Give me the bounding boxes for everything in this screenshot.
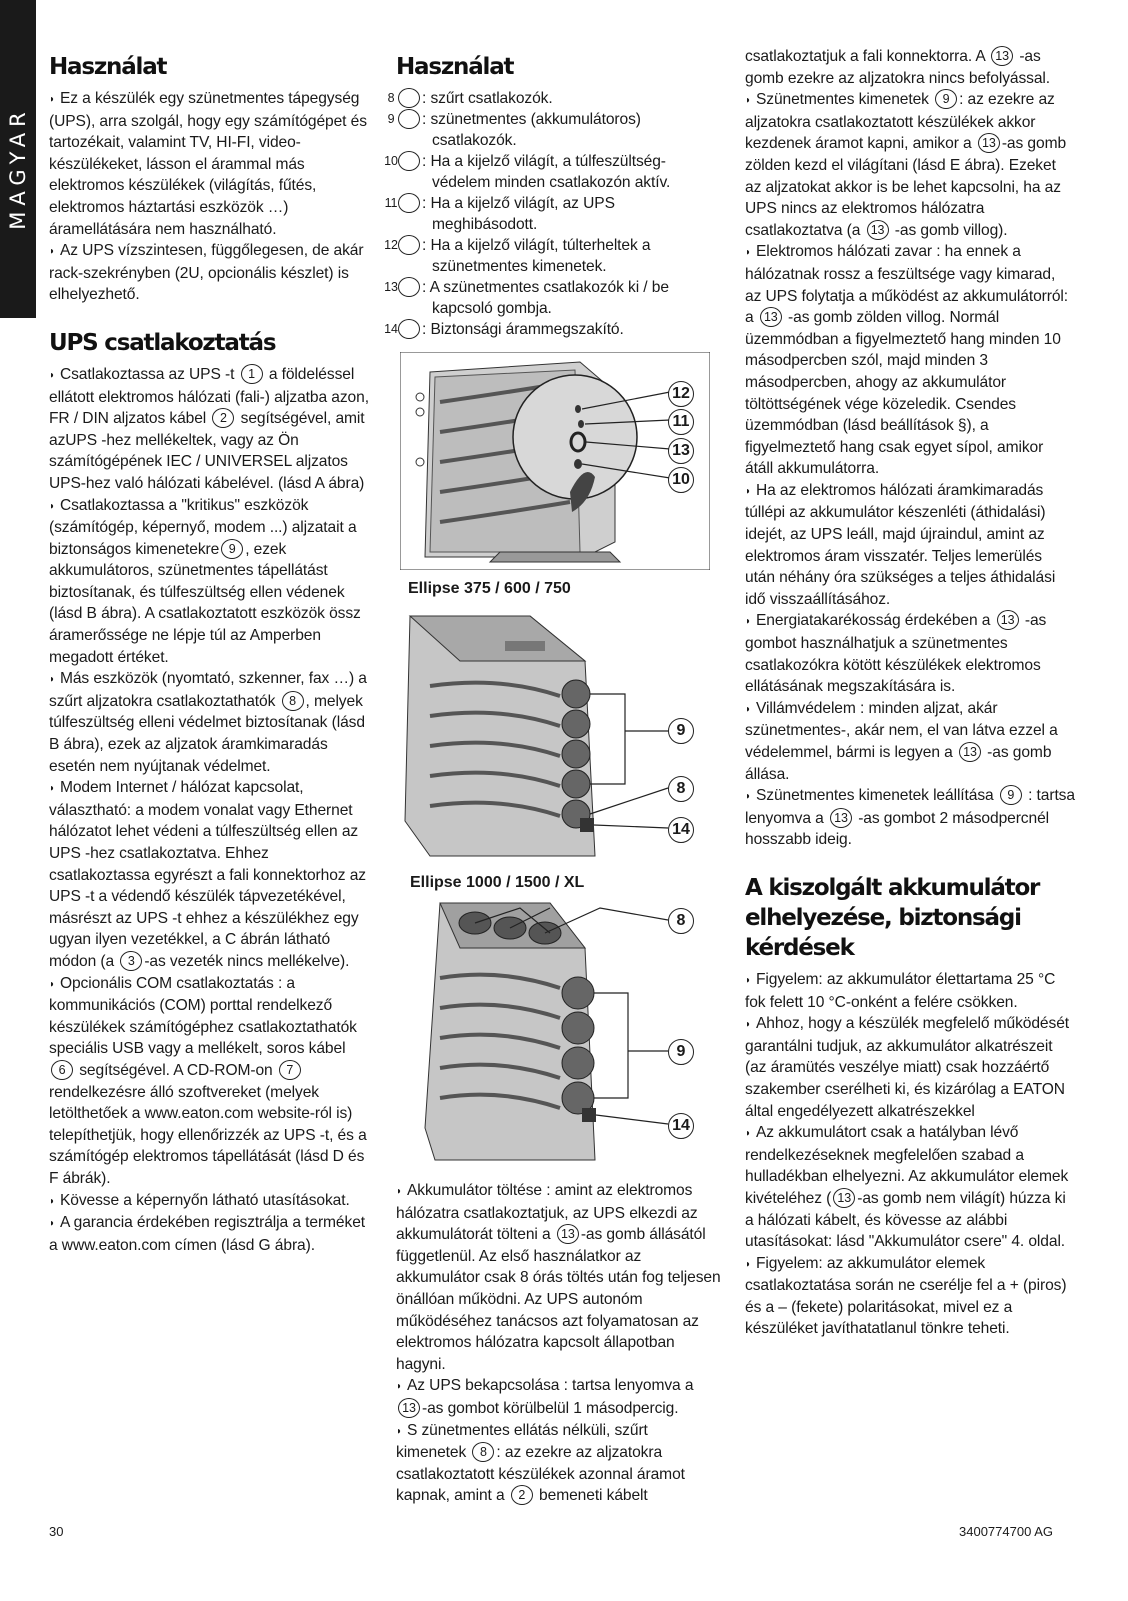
bullet-icon: ◗: [745, 1128, 751, 1140]
section-heading-usage: Használat: [49, 54, 167, 80]
paragraph: ◗ Elektromos hálózati zavar : ha ennek a hálózatnak rossz a feszültsége vagy kimarad, az UPS folytatja a működést az akkumulátorról: a 13 -as gomb zölden villog. Normál üzemmódban a figyelmeztető hang minden 10 másodpercben szól, majd minden 3 másodpercben, ahogy az akkumulátor töltöttségének vége közeledik. Csendes üzemmódban (lásd beállítások §), a figyelmeztető hang csak egyet sípol, amikor átáll akkumulátorra.: [745, 243, 1069, 478]
ref-number: 8: [282, 691, 304, 711]
document-code: 3400774700 AG: [959, 1524, 1053, 1539]
legend-number: 14: [398, 319, 420, 339]
bullet-icon: ◗: [49, 674, 55, 686]
paragraph: ◗ Figyelem: az akkumulátor elemek csatlakoztatása során ne cserélje fel a + (piros) és a – (fekete) polaritásokat, mivel ez a készüléket javíthatatlanul tönkre teheti.: [745, 1254, 1067, 1338]
legend-number: 12: [398, 235, 420, 255]
legend-number: 11: [398, 193, 420, 213]
callout-9: 9: [668, 718, 694, 744]
legend-text: : A szünetmentes csatlakozók ki / be kapcsoló gombja.: [422, 279, 669, 317]
page-number: 30: [49, 1524, 64, 1539]
ref-number: 3: [120, 951, 142, 971]
callout-10: 10: [668, 467, 694, 493]
column-2-bottom: [396, 1180, 721, 1507]
figure-label-ellipse-375: Ellipse 375 / 600 / 750: [408, 580, 571, 597]
bullet-icon: ◗: [49, 500, 55, 512]
bullet-icon: ◗: [745, 974, 751, 986]
legend-item: [387, 109, 721, 151]
ups-ellipse-375-figure: [400, 606, 710, 868]
bullet-icon: ◗: [745, 1258, 751, 1270]
ref-number: 7: [279, 1060, 301, 1080]
legend-item: [384, 193, 721, 235]
ref-number: 2: [511, 1485, 533, 1505]
legend-item: [387, 88, 721, 109]
bullet-icon: ◗: [396, 1381, 402, 1393]
paragraph: ◗ Energiatakarékosság érdekében a 13 -as gombot használhatjuk a szünetmentes csatlakozókra kötött készülékek elektromos ellátásának megszakítására is.: [745, 612, 1047, 696]
ref-number: 13: [557, 1224, 579, 1244]
bullet-icon: ◗: [396, 1425, 402, 1437]
paragraph: ◗ Ha az elektromos hálózati áramkimaradás túllépi az akkumulátor készenléti (áthidalási) idejét, az UPS leáll, majd újraindul, amint az elektromos áram visszatér. Teljes lemerülés után néhány óra szükséges a teljes áthidalási idő visszaállításához.: [745, 481, 1056, 608]
ref-number: 13: [959, 742, 981, 762]
bullet-icon: ◗: [49, 246, 55, 258]
column-3: [745, 46, 1075, 1340]
paragraph: ◗ Szünetmentes kimenetek leállítása 9 : tartsa lenyomva a 13 -as gombot 2 másodpercnél hosszabb ideig.: [745, 787, 1075, 849]
language-label: MAGYAR: [6, 106, 30, 230]
paragraph: ◗ Opcionális COM csatlakoztatás : a kommunikációs (COM) porttal rendelkező készülékek számítógéphez csatlakoztathatók speciális USB vagy a mellékelt, soros kábel 6 segítségével. A CD-ROM-on 7 rendelkezésre álló szoftvereket (melyek letölthetőek a www.eaton.com website-ról is) telepíthetjük, hogy ellenőrizzék az UPS -t, és a számítógép elektromos tápellátását (lásd D és F ábrák).: [49, 974, 367, 1187]
bullet-icon: ◗: [49, 1218, 55, 1230]
bullet-icon: ◗: [49, 94, 55, 105]
ref-number: 13: [991, 46, 1013, 66]
paragraph: ◗ Ahhoz, hogy a készülék megfelelő működését garantálni tudjuk, az akkumulátor alkatrészeit (az áramütés veszélye miatt) csak hozzáértő szakember cserélheti ki, és kizárólag a EATON által engedélyezett alkatrészekkel: [745, 1015, 1070, 1120]
bullet-icon: ◗: [745, 616, 751, 628]
legend-number: 10: [398, 151, 420, 171]
bullet-icon: ◗: [49, 1195, 55, 1207]
paragraph: ◗ Figyelem: az akkumulátor élettartama 25 °C fok felett 10 °C-onként a felére csökken.: [745, 970, 1056, 1011]
legend-text: : Ha a kijelző világít, a túlfeszültség-védelem minden csatlakozón aktív.: [422, 153, 671, 191]
legend-text: : Biztonsági árammegszakító.: [422, 321, 624, 338]
callout-9: 9: [668, 1039, 694, 1065]
legend-text: : Ha a kijelző világít, az UPS meghibásodott.: [422, 195, 615, 233]
paragraph: ◗ Más eszközök (nyomtató, szkenner, fax …) a szűrt aljzatokra csatlakoztathatók 8 , melyek túlfeszültség elleni védelmet biztosítanak (lásd B ábra), ezek az aljzatok áramkimaradás esetén nem nyújtanak védelmet.: [49, 670, 367, 775]
ref-number: 13: [997, 610, 1019, 630]
callout-13: 13: [668, 438, 694, 464]
ref-number: 9: [1000, 785, 1022, 805]
legend-item: [384, 277, 721, 319]
ups-ellipse-1000-figure: [400, 898, 710, 1168]
section-heading-ups-connection: UPS csatlakoztatás: [49, 329, 276, 356]
paragraph: ◗ Csatlakoztassa az UPS -t 1 a földeléssel ellátott elektromos hálózati (fali-) aljzatba azon, FR / DIN aljzatos kábel 2 segítségével, amit azUPS -hez mellékeltek, vagy az Ön számítógépének IEC / UNIVERSEL aljzatos UPS-hez való hálózati kábelével. (lásd A ábra): [49, 365, 369, 492]
callout-8: 8: [668, 776, 694, 802]
legend-item: [384, 235, 721, 277]
ref-number: 13: [760, 307, 782, 327]
paragraph: ◗ Az UPS bekapcsolása : tartsa lenyomva a 13 -as gombot körülbelül 1 másodpercig.: [396, 1377, 694, 1417]
legend-number: 13: [398, 277, 420, 297]
bullet-icon: ◗: [745, 703, 751, 715]
paragraph: ◗ Kövesse a képernyőn látható utasításokat.: [49, 1190, 371, 1213]
bullet-icon: ◗: [745, 1019, 751, 1031]
callout-12: 12: [668, 381, 694, 407]
language-side-tab: [0, 0, 36, 318]
paragraph: ◗ Szünetmentes kimenetek 9 : az ezekre az aljzatokra csatlakoztatott készülékek akkor kezdenek áramot kapni, amikor a 13 -as gomb zölden kezd el világítani (lásd E ábra). Ezeket az aljzatokat akkor is be lehet kapcsolni, ha az UPS nincs az elektromos hálózatra csatlakoztatva (a 13 -as gomb villog).: [745, 91, 1067, 239]
ref-number: 13: [833, 1188, 855, 1208]
legend-item: [384, 151, 721, 193]
paragraph: ◗ Az UPS vízszintesen, függőlegesen, de akár rack-szekrényben (2U, opcionális készlet) is elhelyezhető.: [49, 242, 364, 304]
paragraph: ◗ Akkumulátor töltése : amint az elektromos hálózatra csatlakoztatjuk, az UPS elkezdi az akkumulátorát tölteni a 13 -as gomb állásától függetlenül. Az első használatkor az akkumulátor csak 8 órás töltés után fog teljesen önállóan működni. Az UPS autonóm működéséhez tanácsos azt folyamatosan az elektromos hálózatra kapcsolt állapotban hagyni.: [396, 1182, 721, 1373]
legend-number: 9: [398, 109, 420, 129]
paragraph: ◗ S zünetmentes ellátás nélküli, szűrt kimenetek 8 : az ezekre az aljzatokra csatlakoztatott készülékek azonnal áramot kapnak, amint a 2 bemeneti kábelt: [396, 1421, 685, 1505]
ref-number: 2: [212, 408, 234, 428]
callout-11: 11: [668, 409, 694, 435]
bullet-icon: ◗: [745, 247, 751, 259]
section-heading-usage: Használat: [396, 54, 514, 80]
bullet-icon: ◗: [49, 369, 55, 381]
paragraph: csatlakoztatjuk a fali konnektorra. A 13 -as gomb ezekre az aljzatokra nincs befolyással.: [745, 48, 1051, 87]
callout-14: 14: [668, 1113, 694, 1139]
ref-number: 1: [241, 364, 263, 384]
ref-number: 13: [867, 220, 889, 240]
callout-8: 8: [668, 908, 694, 934]
legend-list: [384, 88, 721, 340]
section-heading-battery: A kiszolgált akkumulátor elhelyezése, biztonsági kérdések: [745, 874, 1040, 961]
ref-number: 9: [221, 539, 243, 559]
bullet-icon: ◗: [745, 485, 751, 497]
legend-number: 8: [398, 88, 420, 108]
ref-number: 6: [51, 1060, 73, 1080]
paragraph: ◗ A garancia érdekében regisztrálja a terméket a www.eaton.com címen (lásd G ábra).: [49, 1214, 365, 1254]
ref-number: 13: [978, 133, 1000, 153]
ref-number: 13: [830, 808, 852, 828]
bullet-icon: ◗: [396, 1186, 402, 1197]
legend-text: : Ha a kijelző világít, túlterheltek a szünetmentes kimenetek.: [422, 237, 651, 275]
column-1: [49, 52, 371, 1256]
legend-item: [384, 319, 721, 340]
ref-number: 8: [472, 1442, 494, 1462]
paragraph: ◗ Az akkumulátort csak a hatályban lévő rendelkezéseknek megfelelően szabad a hulladékban elhelyezni. Az akkumulátor elemek kivételéhez ( 13 -as gomb nem világít) húzza ki a hálózati kábelt, és kövesse az alábbi utasításokat: lásd "Akkumulátor csere" 4. oldal.: [745, 1124, 1069, 1251]
callout-14: 14: [668, 817, 694, 843]
bullet-icon: ◗: [745, 791, 751, 803]
paragraph: ◗ Modem Internet / hálózat kapcsolat, választható: a modem vonalat vagy Ethernet hálózatot lehet védeni a túlfeszültség ellen az UPS -hez csatlakoztatva. Ehhez csatlakoztassa egyrészt a fali konnektorhoz az UPS -t a védendő készülék tápvezetékével, másrészt az UPS -t ehhez a készülékhez egy ugyan ilyen vezetékkel, a C ábrán látható módon (a 3 -as vezeték nincs mellékelve).: [49, 779, 366, 970]
ref-number: 13: [398, 1398, 420, 1418]
bullet-icon: ◗: [745, 95, 751, 107]
paragraph: ◗ Csatlakoztassa a "kritikus" eszközök (számítógép, képernyő, modem ...) aljzatait a biztonságos kimenetekre 9 , ezek akkumulátoros, szünetmentes tápellátást biztosítanak, és túlfeszültség ellen védenek (lásd B ábra). A csatlakoztatott eszközök össz áramerőssége ne lépje túl az Amperben megadott értéket.: [49, 496, 361, 666]
bullet-icon: ◗: [49, 978, 55, 990]
legend-text: : szűrt csatlakozók.: [422, 90, 553, 107]
paragraph: ◗ Villámvédelem : minden aljzat, akár szünetmentes-, akár nem, el van látva ezzel a védelemmel, bármi is legyen a 13 -as gomb állása.: [745, 699, 1058, 783]
ups-indicator-figure: [400, 352, 710, 570]
figure-label-ellipse-1000: Ellipse 1000 / 1500 / XL: [410, 874, 585, 891]
paragraph: ◗ Ez a készülék egy szünetmentes tápegység (UPS), arra szolgál, hogy egy számítógépet és tartozékait, valamint TV, HI-FI, video-készülékeket, lásson el árammal más elektromos készülékek (világítás, fűtés, elektromos háztartási eszközök …) áramellátására nem használható.: [49, 90, 367, 238]
bullet-icon: ◗: [49, 783, 55, 795]
column-2: [384, 52, 721, 340]
legend-text: : szünetmentes (akkumulátoros) csatlakozók.: [422, 111, 641, 149]
ref-number: 9: [935, 89, 957, 109]
